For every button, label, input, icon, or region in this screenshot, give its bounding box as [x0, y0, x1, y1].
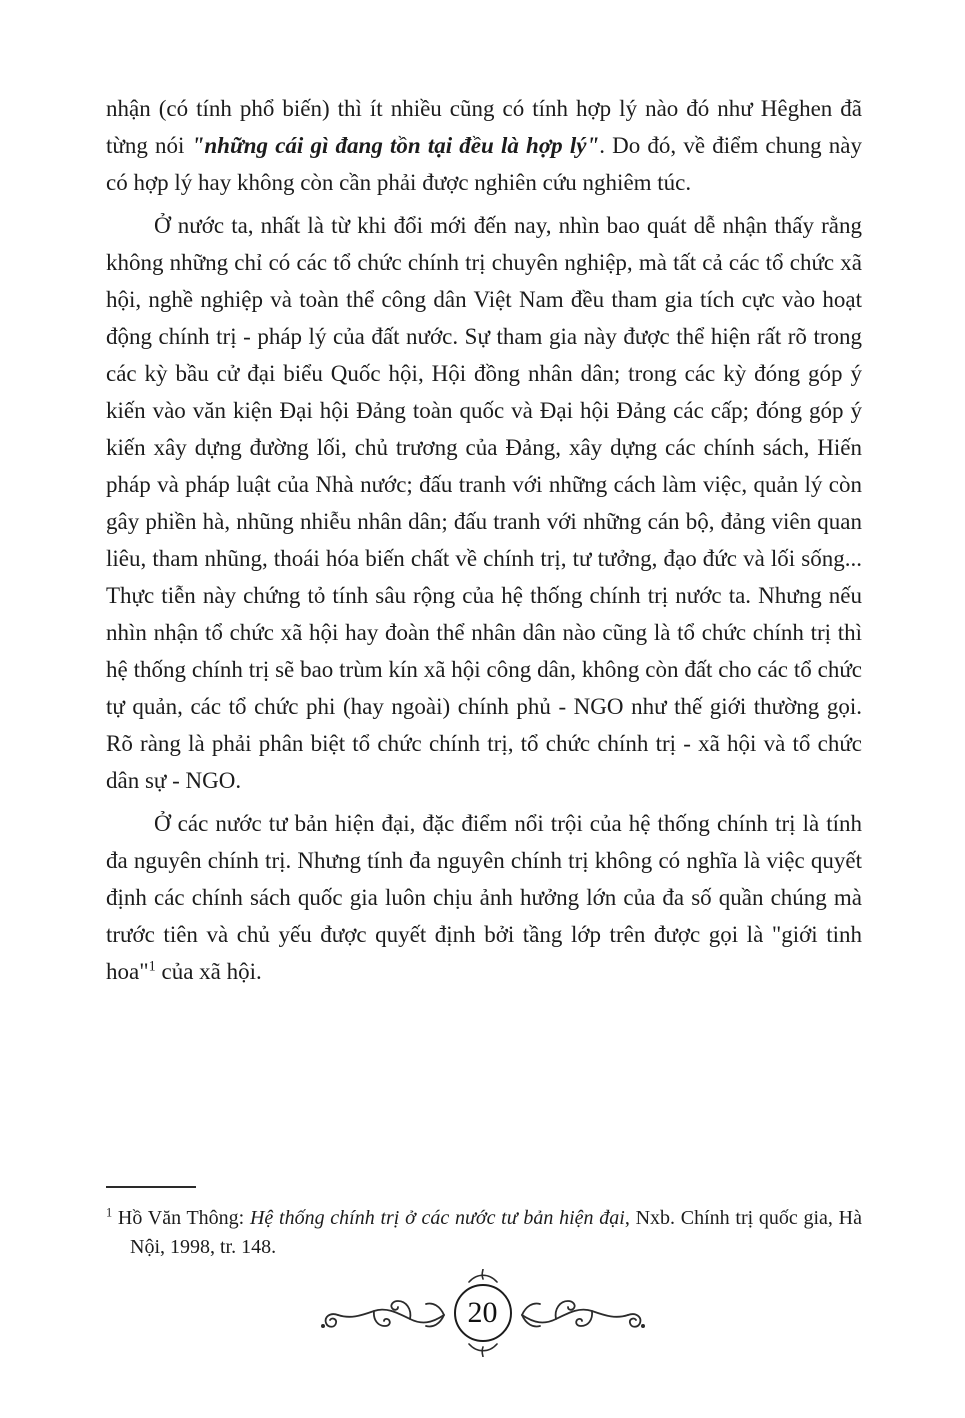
text-segment: Ở nước ta, nhất là từ khi đổi mới đến nay, nhìn bao quát dễ nhận thấy rằng không những chỉ có các tổ chức chính trị chuyên nghiệp, mà tất cả các tổ chức xã hội, nghề nghiệp và toàn thể công dân Việt Nam đều tham gia tích cực vào hoạt động chính trị - pháp lý của đất nước. Sự tham gia này được thể hiện rất rõ trong các kỳ bầu cử đại biểu Quốc hội, Hội đồng nhân dân; trong các kỳ đóng góp ý kiến vào văn kiện Đại hội Đảng toàn quốc và Đại hội Đảng các cấp; đóng góp ý kiến xây dựng đường lối, chủ trương của Đảng, xây dựng các chính sách, Hiến pháp và pháp luật của Nhà nước; đấu tranh với những cách làm việc, quản lý còn gây phiền hà, nhũng nhiễu nhân dân; đấu tranh với những cán bộ, đảng viên quan liêu, tham nhũng, thoái hóa biến chất về chính trị, tư tưởng, đạo đức và lối sống... Thực tiễn này chứng tỏ tính sâu rộng của hệ thống chính trị nước ta. Nhưng nếu nhìn nhận tổ chức xã hội hay đoàn thể nhân dân nào cũng là tổ chức chính trị thì hệ thống chính trị sẽ bao trùm kín xã hội công dân, không còn đất cho các tổ chức tự quản, các tổ chức phi (hay ngoài) chính phủ - NGO như thế giới thường gọi. Rõ ràng là phải phân biệt tổ chức chính trị, tổ chức chính trị - xã hội và tổ chức dân sự - NGO. [106, 213, 862, 793]
flourish-right-icon [520, 1285, 650, 1341]
circle-bottom-curl-icon [465, 1343, 501, 1357]
text-segment: "những cái gì đang tồn tại đều là hợp lý" [191, 133, 600, 158]
page-number-badge [454, 1284, 512, 1342]
page-body [106, 90, 862, 990]
text-segment: Hệ thống chính trị ở các nước tư bản hiện đại [249, 1207, 625, 1229]
footnote-reference: 1 [148, 958, 156, 975]
page-number-ornament [0, 1284, 965, 1342]
text-segment: của xã hội. [155, 959, 262, 984]
circle-top-curl-icon [465, 1269, 501, 1283]
text-segment: . Do đó, về điểm chung này có hợp lý hay không còn cần phải được nghiên cứu nghiêm túc. [106, 133, 862, 195]
paragraph [106, 805, 862, 990]
footnote-separator [106, 1186, 196, 1188]
footnote-area [106, 1186, 862, 1262]
paragraph [106, 90, 862, 201]
paragraph [106, 207, 862, 799]
text-segment: nhận (có tính phổ biến) thì ít nhiều cũng có tính hợp lý nào đó như Hêghen đã từng nói [106, 96, 862, 158]
text-segment: Hồ Văn Thông: [112, 1207, 250, 1229]
text-segment: , Nxb. Chính trị quốc gia, Hà Nội, 1998, tr. 148. [130, 1207, 862, 1258]
footnote-reference: 1 [106, 1205, 113, 1220]
page-number-label: 20 [467, 1296, 498, 1329]
footnote-text [106, 1204, 862, 1262]
page-number [454, 1284, 512, 1342]
flourish-left-icon [316, 1285, 446, 1341]
text-segment: Ở các nước tư bản hiện đại, đặc điểm nổi trội của hệ thống chính trị là tính đa nguyên chính trị. Nhưng tính đa nguyên chính trị không có nghĩa là việc quyết định các chính sách quốc gia luôn chịu ảnh hưởng lớn của đa số quần chúng mà trước tiên và chủ yếu được quyết định bởi tầng lớp trên được gọi là "giới tinh hoa" [106, 811, 862, 984]
